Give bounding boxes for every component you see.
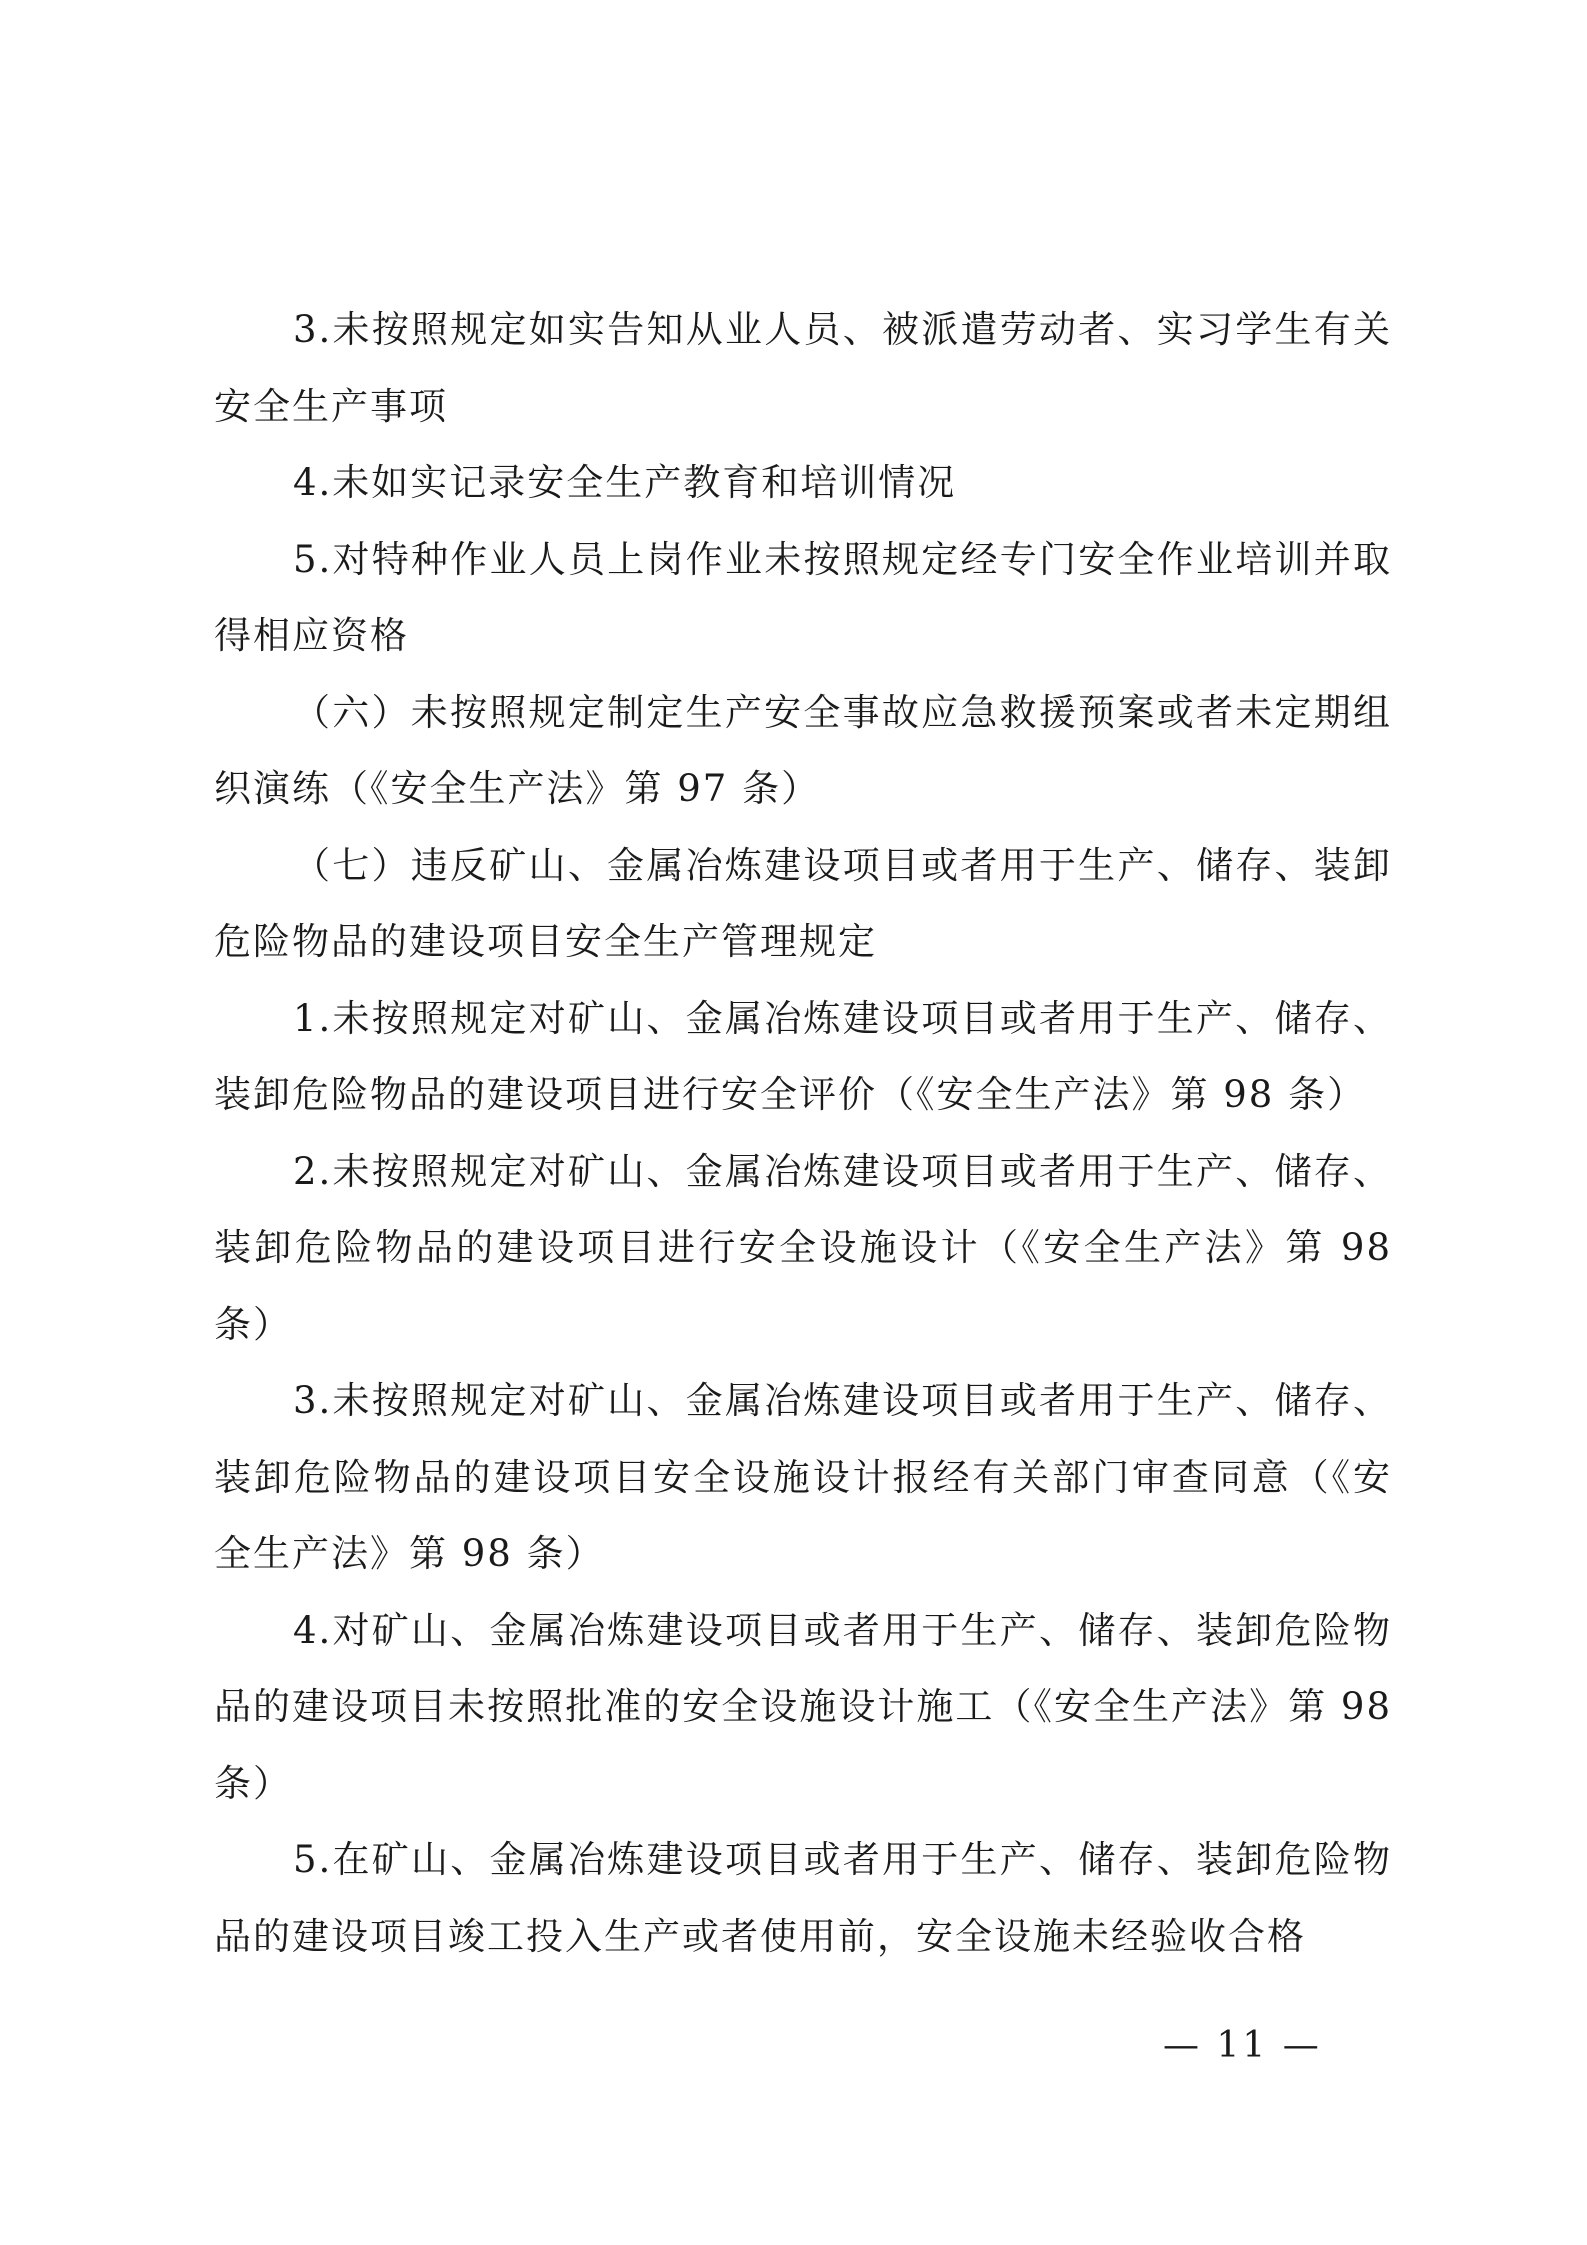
paragraph-section-6-emergency-plan: （六）未按照规定制定生产安全事故应急救援预案或者未定期组织演练（《安全生产法》第 97 条）: [214, 690, 1392, 810]
document-body: [214, 292, 1392, 1975]
page-number: — 11 —: [1163, 2025, 1322, 2066]
paragraph-item-3-safety-notice: 3.未按照规定如实告知从业人员、被派遣劳动者、实习学生有关安全生产事项: [214, 308, 1392, 428]
paragraph-subitem-1-safety-evaluation: 1.未按照规定对矿山、金属冶炼建设项目或者用于生产、储存、装卸危险物品的建设项目进行安全评价（《安全生产法》第 98 条）: [214, 996, 1392, 1116]
paragraph-item-4-training-record: 4.未如实记录安全生产教育和培训情况: [293, 461, 957, 504]
paragraph-section-7-construction-projects: （七）违反矿山、金属冶炼建设项目或者用于生产、储存、装卸危险物品的建设项目安全生产管理规定: [214, 843, 1392, 963]
paragraph-subitem-3-design-review: 3.未按照规定对矿山、金属冶炼建设项目或者用于生产、储存、装卸危险物品的建设项目安全设施设计报经有关部门审查同意（《安全生产法》第 98 条）: [214, 1379, 1392, 1575]
paragraph-subitem-4-construction: 4.对矿山、金属冶炼建设项目或者用于生产、储存、装卸危险物品的建设项目未按照批准的安全设施设计施工（《安全生产法》第 98 条）: [214, 1608, 1392, 1805]
paragraph-item-5-special-operators: 5.对特种作业人员上岗作业未按照规定经专门安全作业培训并取得相应资格: [214, 537, 1392, 657]
paragraph-subitem-2-facility-design: 2.未按照规定对矿山、金属冶炼建设项目或者用于生产、储存、装卸危险物品的建设项目进行安全设施设计（《安全生产法》第 98 条）: [214, 1149, 1392, 1346]
paragraph-subitem-5-acceptance: 5.在矿山、金属冶炼建设项目或者用于生产、储存、装卸危险物品的建设项目竣工投入生产或者使用前，安全设施未经验收合格: [214, 1838, 1392, 1958]
